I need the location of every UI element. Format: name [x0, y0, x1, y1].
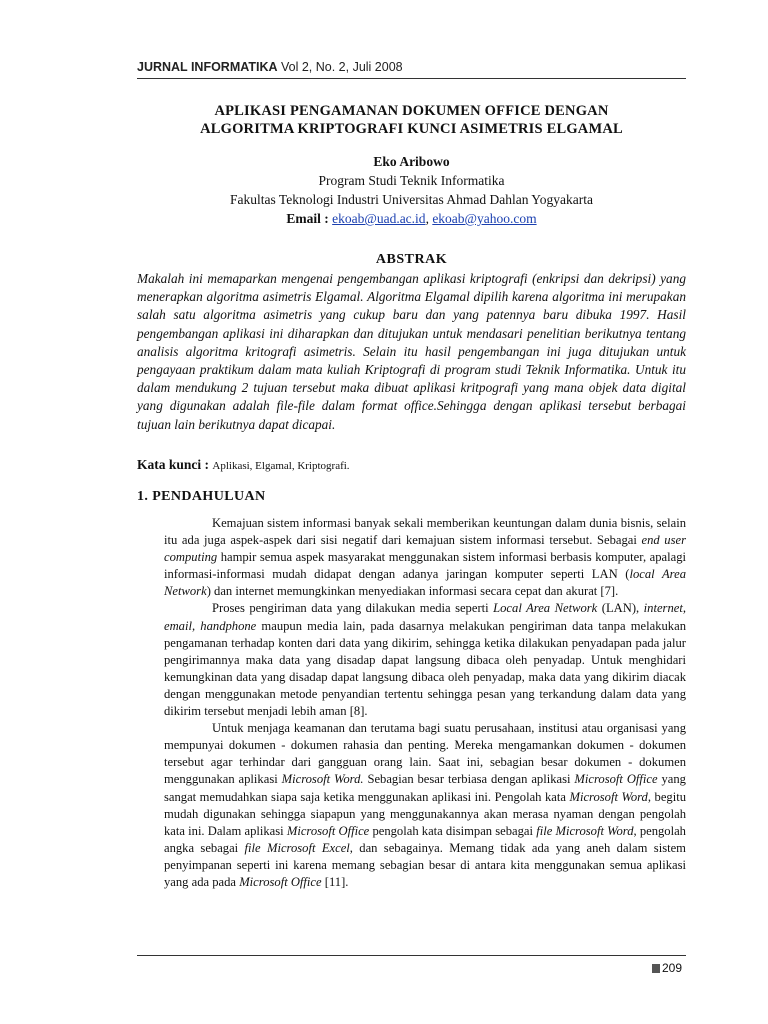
- page-number: [652, 961, 682, 975]
- paragraph-3: Untuk menjaga keamanan dan terutama bagi suatu perusahaan, institusi atau organisasi yang mempunyai dokumen - dokumen rahasia dan penting. Mereka mengamankan dokumen - dokumen tersebut agar terhindar dari gangguan orang lain. Saat ini, sebagian besar dokumen - dokumen menggunakan aplikasi Microsoft Word. Sebagian besar terbiasa dengan aplikasi Microsoft Office yang sangat memudahkan siapa saja ketika menggunakan aplikasi ini. Pengolah kata Microsoft Word, begitu mudah digunakan sehingga siapapun yang menggunakannya akan merasa nyaman dengan pengolah kata ini. Dalam aplikasi Microsoft Office pengolah kata disimpan sebagai file Microsoft Word, pengolah angka sebagai file Microsoft Excel, dan sebagainya. Memang tidak ada yang aneh dalam sistem penyimpanan seperti ini karena memang sebagian besar di antara kita menggunakan semua aplikasi yang ada pada Microsoft Office [11].: [164, 721, 686, 889]
- paragraph-2: Proses pengiriman data yang dilakukan media seperti Local Area Network (LAN), internet, email, handphone maupun media lain, pada dasarnya melakukan pengiriman data tanpa melakukan pengamanan terhadap konten dari data yang dikirim, sehingga ketika dilakukan penyadapan pada jalur pengirimannya maka data yang disadap dapat langsung dibaca oleh penyadap. Untuk menghidari kemungkinan data yang disadap dapat langsung dibaca oleh penyadap, maka data yang dikirim diacak dengan menggunakan metode penyandian tertentu sehingga pesan yang terkandung dalam data yang dikirim tersebut menjadi lebih aman [8].: [164, 601, 686, 719]
- journal-header: [137, 60, 403, 74]
- author-block: [137, 152, 686, 228]
- section-body: [164, 515, 686, 891]
- section-heading: 1. PENDAHULUAN: [137, 489, 266, 504]
- paragraph-1: Kemajuan sistem informasi banyak sekali memberikan keuntungan dalam dunia bisnis, selain itu ada juga aspek-aspek dari sisi negatif dari kemajuan sistem informasi tersebut. Sebagai end user computing hampir semua aspek masyarakat menggunakan sistem informasi berbasis komputer, apalagi informasi-informasi mudah didapat dengan adanya jaringan komputer seperti LAN (local Area Network) dan internet memungkinkan menyediakan informasi secara cepat dan akurat [7].: [164, 516, 686, 599]
- author-program: Program Studi Teknik Informatika: [318, 173, 505, 188]
- footer-rule: [137, 955, 686, 956]
- author-email-line: [137, 209, 686, 228]
- keywords-value: Aplikasi, Elgamal, Kriptografi.: [212, 460, 350, 472]
- email-link-2[interactable]: ekoab@yahoo.com: [432, 211, 537, 226]
- email-separator: ,: [425, 211, 429, 226]
- keywords-label: Kata kunci :: [137, 457, 210, 472]
- author-name: Eko Aribowo: [373, 154, 450, 169]
- email-link-1[interactable]: ekoab@uad.ac.id: [332, 211, 426, 226]
- paper-title: [137, 102, 686, 138]
- page-number-text: 209: [662, 961, 683, 975]
- page-marker-icon: [652, 964, 660, 973]
- keywords: [137, 457, 350, 473]
- title-line-2: ALGORITMA KRIPTOGRAFI KUNCI ASIMETRIS ELGAMAL: [200, 121, 623, 137]
- abstract-text: Makalah ini memaparkan mengenai pengembangan aplikasi kriptografi (enkripsi dan dekripsi) yang menerapkan algoritma asimetris Elgamal. Algoritma Elgamal dipilih karena algoritma ini merupakan salah satu algoritma asimetris yang cukup baru dan yang patennya baru dibuka 1997. Hasil pengembangan aplikasi ini diharapkan dan ditujukan untuk mendasari penelitian berikutnya tentang analisis algoritma kritografi asimetris. Selain itu hasil pengembangan ini juga ditujukan untuk pengayaan praktikum dalam mata kuliah Kriptografi di program studi Teknik Informatika. Untuk itu dalam mendukung 2 tujuan tersebut maka dibuat aplikasi kritpografi yang mana objek data digital yang digunakan adalah file-file dalam format office.Sehingga dengan aplikasi tersebut berbagai tujuan lain berikutnya dapat dicapai.: [137, 271, 686, 432]
- header-rule: [137, 78, 686, 79]
- journal-issue: Vol 2, No. 2, Juli 2008: [281, 60, 403, 74]
- email-label: Email :: [286, 211, 329, 226]
- journal-name: JURNAL INFORMATIKA: [137, 60, 278, 74]
- title-line-1: APLIKASI PENGAMANAN DOKUMEN OFFICE DENGAN: [214, 103, 609, 119]
- author-faculty: Fakultas Teknologi Industri Universitas Ahmad Dahlan Yogyakarta: [230, 192, 593, 207]
- abstract-heading: ABSTRAK: [375, 252, 448, 267]
